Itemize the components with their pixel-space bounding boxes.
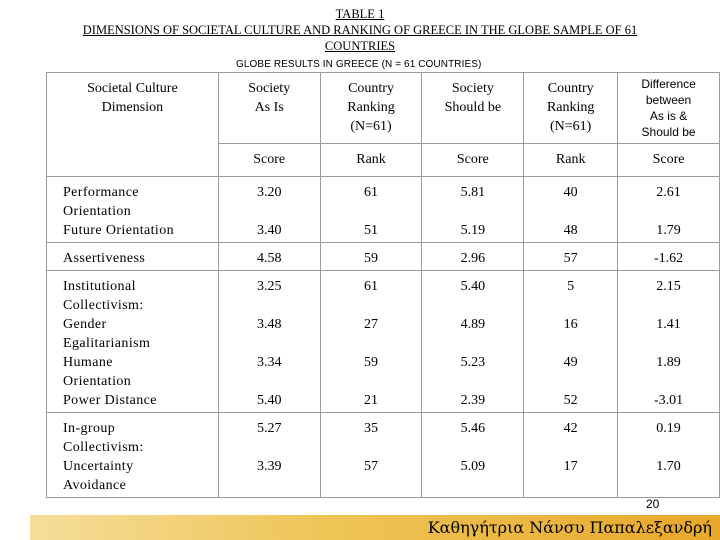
society-should-be-score: 5.46 bbox=[460, 421, 486, 436]
dimension-label: Collectivism: bbox=[63, 440, 144, 455]
row-spacer bbox=[219, 476, 320, 495]
row-spacer bbox=[219, 334, 320, 353]
row-spacer bbox=[321, 334, 422, 353]
difference-score-cell bbox=[618, 271, 720, 413]
row-spacer bbox=[219, 296, 320, 315]
subheader-rank: Rank bbox=[524, 144, 618, 177]
row-spacer bbox=[524, 334, 617, 353]
ranking-should-be-cell bbox=[524, 177, 618, 243]
ranking-should-be-cell bbox=[524, 271, 618, 413]
dimension-label: Orientation bbox=[63, 374, 132, 389]
ranking-as-is: 59 bbox=[364, 355, 379, 370]
col-header-society-should-be: Society Should be bbox=[422, 73, 524, 144]
col-header-society-as-is: Society As Is bbox=[218, 73, 320, 144]
footer-author: Καθηγήτρια Νάνσυ Παπαλεξανδρή bbox=[427, 518, 712, 537]
col-header-ranking-as-is: Country Ranking (N=61) bbox=[320, 73, 422, 144]
ranking-should-be: 49 bbox=[563, 355, 578, 370]
ranking-as-is-cell bbox=[320, 413, 422, 498]
ranking-as-is: 21 bbox=[364, 393, 379, 408]
dimension-cell bbox=[47, 271, 219, 413]
dimension-label: Power Distance bbox=[63, 393, 157, 408]
ranking-as-is: 27 bbox=[364, 317, 379, 332]
society-should-be-score: 4.89 bbox=[460, 317, 486, 332]
society-should-be-score: 2.96 bbox=[460, 251, 486, 266]
row-spacer bbox=[618, 438, 719, 457]
society-as-is-score: 3.34 bbox=[256, 355, 282, 370]
society-should-be-score-cell bbox=[422, 413, 524, 498]
ranking-as-is: 51 bbox=[364, 223, 379, 238]
ranking-as-is: 61 bbox=[364, 185, 379, 200]
dimension-label: Orientation bbox=[63, 204, 132, 219]
row-spacer bbox=[422, 334, 523, 353]
row-spacer bbox=[618, 202, 719, 221]
dimension-label: Assertiveness bbox=[63, 251, 146, 266]
table-title: DIMENSIONS OF SOCIETAL CULTURE AND RANKING OF GREECE IN THE GLOBE SAMPLE OF 61 bbox=[82, 23, 638, 37]
table-title-continued: COUNTRIES bbox=[324, 39, 396, 53]
row-spacer bbox=[422, 476, 523, 495]
difference-score-cell bbox=[618, 243, 720, 271]
row-spacer bbox=[219, 372, 320, 391]
column-header-row bbox=[47, 73, 720, 144]
dimension-label: Institutional bbox=[63, 279, 136, 294]
society-should-be-score: 5.23 bbox=[460, 355, 486, 370]
dimension-label: Uncertainty bbox=[63, 459, 134, 474]
society-should-be-score-cell bbox=[422, 243, 524, 271]
difference-score: 1.70 bbox=[656, 459, 681, 474]
society-as-is-score: 5.40 bbox=[256, 393, 282, 408]
ranking-as-is: 59 bbox=[364, 251, 379, 266]
row-spacer bbox=[524, 202, 617, 221]
dimension-label: Future Orientation bbox=[63, 223, 175, 238]
ranking-as-is-cell bbox=[320, 177, 422, 243]
society-as-is-score-cell bbox=[218, 243, 320, 271]
society-should-be-score-cell bbox=[422, 177, 524, 243]
row-spacer bbox=[524, 296, 617, 315]
ranking-should-be: 48 bbox=[563, 223, 578, 238]
dimension-label: Collectivism: bbox=[63, 298, 144, 313]
ranking-as-is: 57 bbox=[364, 459, 379, 474]
row-spacer bbox=[524, 438, 617, 457]
ranking-should-be: 42 bbox=[563, 421, 578, 436]
society-as-is-score: 5.27 bbox=[256, 421, 282, 436]
difference-score: -3.01 bbox=[653, 393, 684, 408]
col-header-ranking-should-be: Country Ranking (N=61) bbox=[524, 73, 618, 144]
subheader-score: Score bbox=[422, 144, 524, 177]
ranking-should-be-cell bbox=[524, 413, 618, 498]
dimension-cell bbox=[47, 413, 219, 498]
society-as-is-score: 3.25 bbox=[256, 279, 282, 294]
society-should-be-score: 5.19 bbox=[460, 223, 486, 238]
row-spacer bbox=[618, 476, 719, 495]
difference-score: -1.62 bbox=[653, 251, 684, 266]
subheader-score: Score bbox=[618, 144, 720, 177]
row-spacer bbox=[524, 476, 617, 495]
row-spacer bbox=[219, 438, 320, 457]
difference-score-cell bbox=[618, 413, 720, 498]
dimension-label: Humane bbox=[63, 355, 113, 370]
footer-bar bbox=[30, 515, 720, 540]
dimension-cell bbox=[47, 243, 219, 271]
row-spacer bbox=[321, 438, 422, 457]
ranking-as-is: 35 bbox=[364, 421, 379, 436]
ranking-should-be: 5 bbox=[567, 279, 575, 294]
ranking-should-be: 16 bbox=[563, 317, 578, 332]
ranking-as-is: 61 bbox=[364, 279, 379, 294]
difference-score: 2.61 bbox=[656, 185, 681, 200]
row-spacer bbox=[422, 202, 523, 221]
society-as-is-score: 3.20 bbox=[256, 185, 282, 200]
subheader-score: Score bbox=[218, 144, 320, 177]
difference-score: 1.41 bbox=[656, 317, 681, 332]
ranking-should-be-cell bbox=[524, 243, 618, 271]
ranking-as-is-cell bbox=[320, 271, 422, 413]
dimension-label: In-group bbox=[63, 421, 116, 436]
row-spacer bbox=[321, 296, 422, 315]
table-row bbox=[47, 177, 720, 243]
society-should-be-score-cell bbox=[422, 271, 524, 413]
society-as-is-score: 3.48 bbox=[256, 317, 282, 332]
row-spacer bbox=[618, 334, 719, 353]
difference-score: 2.15 bbox=[656, 279, 681, 294]
society-as-is-score-cell bbox=[218, 271, 320, 413]
table-row bbox=[47, 271, 720, 413]
col-header-dimension: Societal Culture Dimension bbox=[47, 73, 219, 177]
ranking-should-be: 57 bbox=[563, 251, 578, 266]
page-number: 20 bbox=[646, 497, 660, 511]
society-as-is-score-cell bbox=[218, 413, 320, 498]
difference-score-cell bbox=[618, 177, 720, 243]
globe-results-header: GLOBE RESULTS IN GREECE (N = 61 COUNTRIES) bbox=[236, 59, 482, 70]
globe-results-table bbox=[46, 72, 720, 498]
ranking-should-be: 52 bbox=[563, 393, 578, 408]
table-row bbox=[47, 413, 720, 498]
dimension-label: Avoidance bbox=[63, 478, 127, 493]
row-spacer bbox=[422, 372, 523, 391]
society-as-is-score: 3.39 bbox=[256, 459, 282, 474]
dimension-label: Performance bbox=[63, 185, 139, 200]
difference-score: 1.79 bbox=[656, 223, 681, 238]
row-spacer bbox=[422, 296, 523, 315]
ranking-should-be: 17 bbox=[563, 459, 578, 474]
table-caption: TABLE 1 bbox=[335, 7, 385, 21]
society-should-be-score: 2.39 bbox=[460, 393, 486, 408]
col-header-difference: Difference between As is & Should be bbox=[618, 73, 720, 144]
difference-score: 1.89 bbox=[656, 355, 681, 370]
dimension-cell bbox=[47, 177, 219, 243]
society-as-is-score: 3.40 bbox=[256, 223, 282, 238]
row-spacer bbox=[321, 372, 422, 391]
row-spacer bbox=[524, 372, 617, 391]
row-spacer bbox=[321, 202, 422, 221]
row-spacer bbox=[618, 372, 719, 391]
row-spacer bbox=[321, 476, 422, 495]
ranking-as-is-cell bbox=[320, 243, 422, 271]
society-should-be-score: 5.81 bbox=[460, 185, 486, 200]
ranking-should-be: 40 bbox=[563, 185, 578, 200]
table-body bbox=[47, 177, 720, 498]
society-as-is-score-cell bbox=[218, 177, 320, 243]
society-as-is-score: 4.58 bbox=[256, 251, 282, 266]
subheader-rank: Rank bbox=[320, 144, 422, 177]
society-should-be-score: 5.09 bbox=[460, 459, 486, 474]
difference-score: 0.19 bbox=[656, 421, 681, 436]
dimension-label: Egalitarianism bbox=[63, 336, 151, 351]
row-spacer bbox=[618, 296, 719, 315]
row-spacer bbox=[219, 202, 320, 221]
table-row bbox=[47, 243, 720, 271]
row-spacer bbox=[422, 438, 523, 457]
dimension-label: Gender bbox=[63, 317, 107, 332]
society-should-be-score: 5.40 bbox=[460, 279, 486, 294]
